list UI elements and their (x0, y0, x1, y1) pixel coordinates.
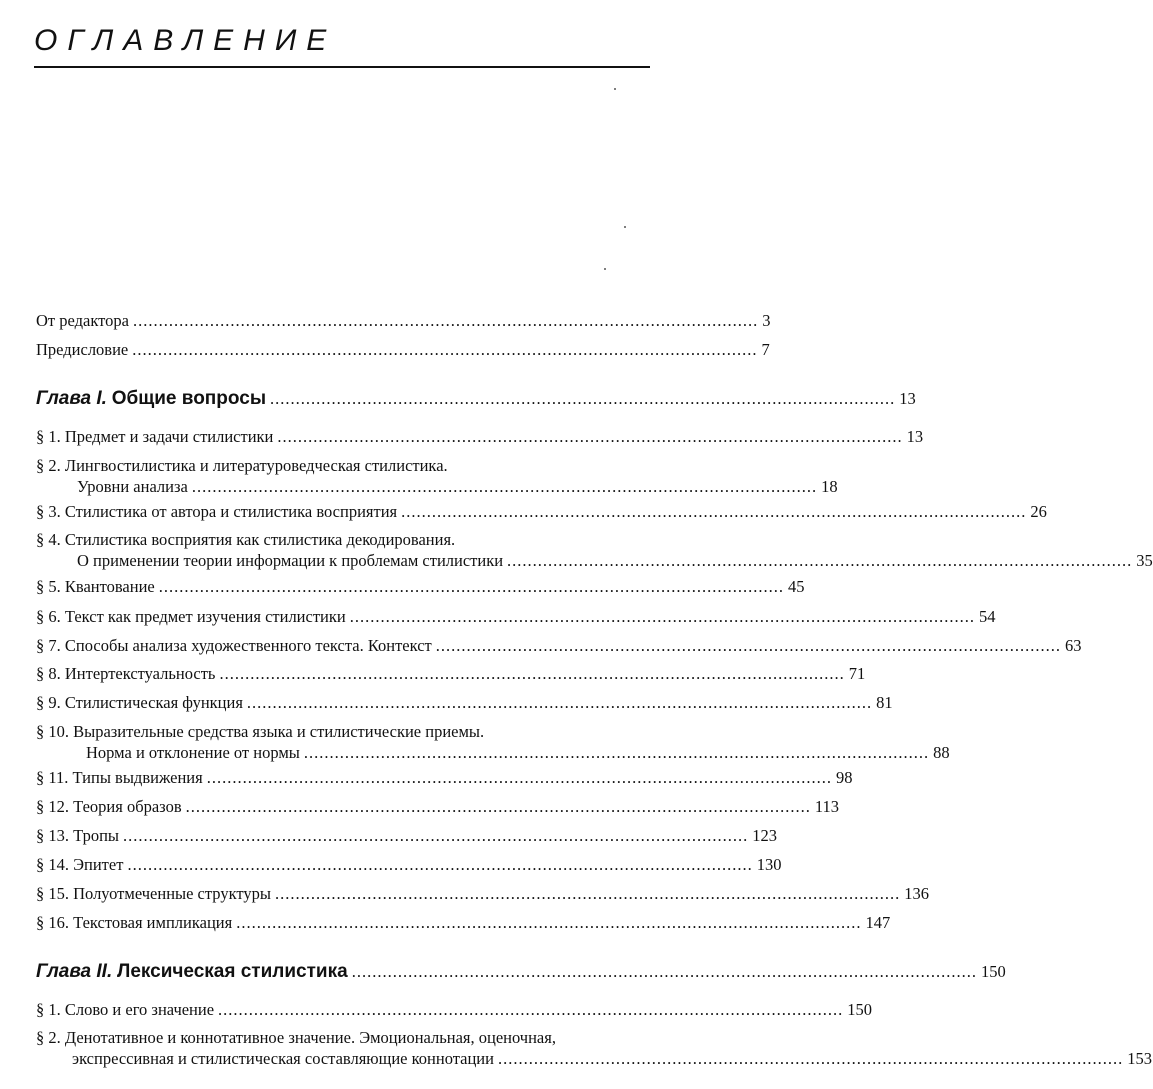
toc-section-1-8[interactable] (36, 663, 866, 684)
chapter-number: Глава II. (36, 961, 113, 982)
toc-chapter-2[interactable] (36, 961, 1006, 982)
leader-dots: .......................................................................................................................... (270, 389, 896, 408)
toc-section-1-3[interactable] (36, 501, 1047, 522)
toc-entry-label-continued: Норма и отклонение от нормы (86, 743, 300, 762)
toc-page-number: 123 (752, 826, 777, 845)
toc-page-number: 150 (847, 1000, 873, 1019)
chapter-heading (36, 961, 348, 982)
leader-dots: .......................................................................................................................... (349, 607, 975, 626)
toc-section-1-10[interactable] (36, 721, 950, 763)
toc-page-number: 35 (1136, 551, 1153, 570)
leader-dots: .......................................................................................................................... (497, 1049, 1124, 1068)
leader-dots: .......................................................................................................................... (158, 577, 784, 596)
toc-chapter-1[interactable] (36, 388, 916, 409)
toc-entry-label: § 9. Стилистическая функция (36, 693, 243, 712)
toc-page-number: 13 (906, 427, 924, 446)
toc-section-2-1[interactable] (36, 999, 873, 1020)
toc-section-1-13[interactable] (36, 825, 777, 846)
leader-dots: .......................................................................................................................... (127, 855, 753, 874)
toc-entry-label: § 8. Интертекстуальность (36, 664, 216, 683)
toc-page-number: 3 (762, 311, 771, 330)
leader-dots: .......................................................................................................................... (206, 768, 832, 787)
leader-dots: .......................................................................................................................... (218, 1000, 844, 1019)
toc-entry-label: § 13. Тропы (36, 826, 119, 845)
toc-section-1-16[interactable] (36, 912, 891, 933)
leader-dots: .......................................................................................................................... (435, 636, 1062, 655)
toc-page-number: 13 (899, 389, 916, 408)
toc-section-1-5[interactable] (36, 576, 805, 597)
leader-dots: .......................................................................................................................... (123, 826, 749, 845)
leader-dots: .......................................................................................................................... (277, 427, 903, 446)
scan-speck (604, 268, 606, 270)
toc-page-number: 88 (933, 743, 950, 762)
leader-dots: .......................................................................................................................... (236, 913, 862, 932)
toc-entry-preface[interactable] (36, 339, 770, 360)
toc-section-1-7[interactable] (36, 635, 1082, 656)
toc-entry-label-continued: экспрессивная и стилистическая составляющие коннотации (72, 1049, 494, 1068)
toc-entry-label: § 14. Эпитет (36, 855, 124, 874)
toc-entry-label: § 10. Выразительные средства языка и стилистические приемы. (36, 722, 485, 741)
toc-page-number: 150 (980, 962, 1006, 981)
toc-entry-label: § 16. Текстовая импликация (36, 913, 233, 932)
title-rule (34, 66, 650, 68)
leader-dots: .......................................................................................................................... (185, 797, 811, 816)
toc-entry-label: § 6. Текст как предмет изучения стилистики (36, 607, 346, 626)
toc-page-number: 153 (1127, 1049, 1152, 1068)
toc-entry-label: § 4. Стилистика восприятия как стилистика декодирования. (36, 530, 456, 549)
toc-entry-label: § 2. Лингвостилистика и литературоведческая стилистика. (36, 456, 448, 475)
toc-section-1-4[interactable] (36, 529, 1153, 571)
toc-section-1-1[interactable] (36, 426, 924, 447)
toc-entry-label: § 11. Типы выдвижения (36, 768, 203, 787)
toc-page-number: 26 (1030, 502, 1047, 521)
chapter-heading (36, 388, 266, 409)
toc-section-1-2[interactable] (36, 455, 838, 497)
toc-entry-label: § 15. Полуотмеченные структуры (36, 884, 271, 903)
toc-section-1-9[interactable] (36, 692, 893, 713)
leader-dots: .......................................................................................................................... (351, 962, 977, 981)
toc-page-number: 113 (814, 797, 840, 816)
toc-page-number: 7 (761, 340, 770, 359)
toc-entry-label-continued: Уровни анализа (77, 477, 188, 496)
chapter-number: Глава I. (36, 388, 107, 409)
toc-entry-label: § 3. Стилистика от автора и стилистика восприятия (36, 502, 398, 521)
leader-dots: .......................................................................................................................... (401, 502, 1027, 521)
toc-page-number: 45 (787, 577, 805, 596)
page-title: ОГЛАВЛЕНИЕ (34, 24, 337, 57)
toc-page-number: 54 (978, 607, 996, 626)
leader-dots: .......................................................................................................................... (132, 311, 759, 330)
toc-page-number: 130 (756, 855, 782, 874)
leader-dots: .......................................................................................................................... (507, 551, 1133, 570)
toc-section-1-14[interactable] (36, 854, 782, 875)
toc-section-1-6[interactable] (36, 606, 996, 627)
toc-entry-label: § 7. Способы анализа художественного текста. Контекст (36, 636, 432, 655)
leader-dots: .......................................................................................................................... (191, 477, 818, 496)
scan-speck (614, 88, 616, 90)
toc-entry-label: § 5. Квантование (36, 577, 155, 596)
toc-entry-label: § 12. Теория образов (36, 797, 182, 816)
toc-page-number: 71 (848, 664, 866, 683)
leader-dots: .......................................................................................................................... (219, 664, 845, 683)
scan-speck (624, 226, 626, 228)
toc-section-1-11[interactable] (36, 767, 853, 788)
leader-dots: .......................................................................................................................... (303, 743, 930, 762)
toc-entry-foreword-editor[interactable] (36, 310, 771, 331)
toc-page-number: 81 (876, 693, 893, 712)
toc-entry-label: От редактора (36, 311, 129, 330)
toc-page-number: 136 (904, 884, 929, 903)
toc-section-1-15[interactable] (36, 883, 929, 904)
toc-page-number: 18 (821, 477, 838, 496)
toc-entry-label: Предисловие (36, 340, 129, 359)
chapter-name: Лексическая стилистика (116, 961, 348, 982)
toc-section-2-2[interactable] (36, 1027, 1152, 1069)
toc-page-number: 147 (865, 913, 891, 932)
toc-entry-label: § 2. Денотативное и коннотативное значение. Эмоциональная, оценочная, (36, 1028, 556, 1047)
leader-dots: .......................................................................................................................... (274, 884, 901, 903)
toc-entry-label-continued: О применении теории информации к проблемам стилистики (77, 551, 504, 570)
leader-dots: .......................................................................................................................... (246, 693, 873, 712)
toc-page-number: 63 (1065, 636, 1082, 655)
toc-entry-label: § 1. Слово и его значение (36, 1000, 215, 1019)
toc-section-1-12[interactable] (36, 796, 840, 817)
toc-entry-label: § 1. Предмет и задачи стилистики (36, 427, 274, 446)
toc-page-number: 98 (835, 768, 853, 787)
leader-dots: .......................................................................................................................... (132, 340, 758, 359)
chapter-name: Общие вопросы (111, 388, 267, 409)
